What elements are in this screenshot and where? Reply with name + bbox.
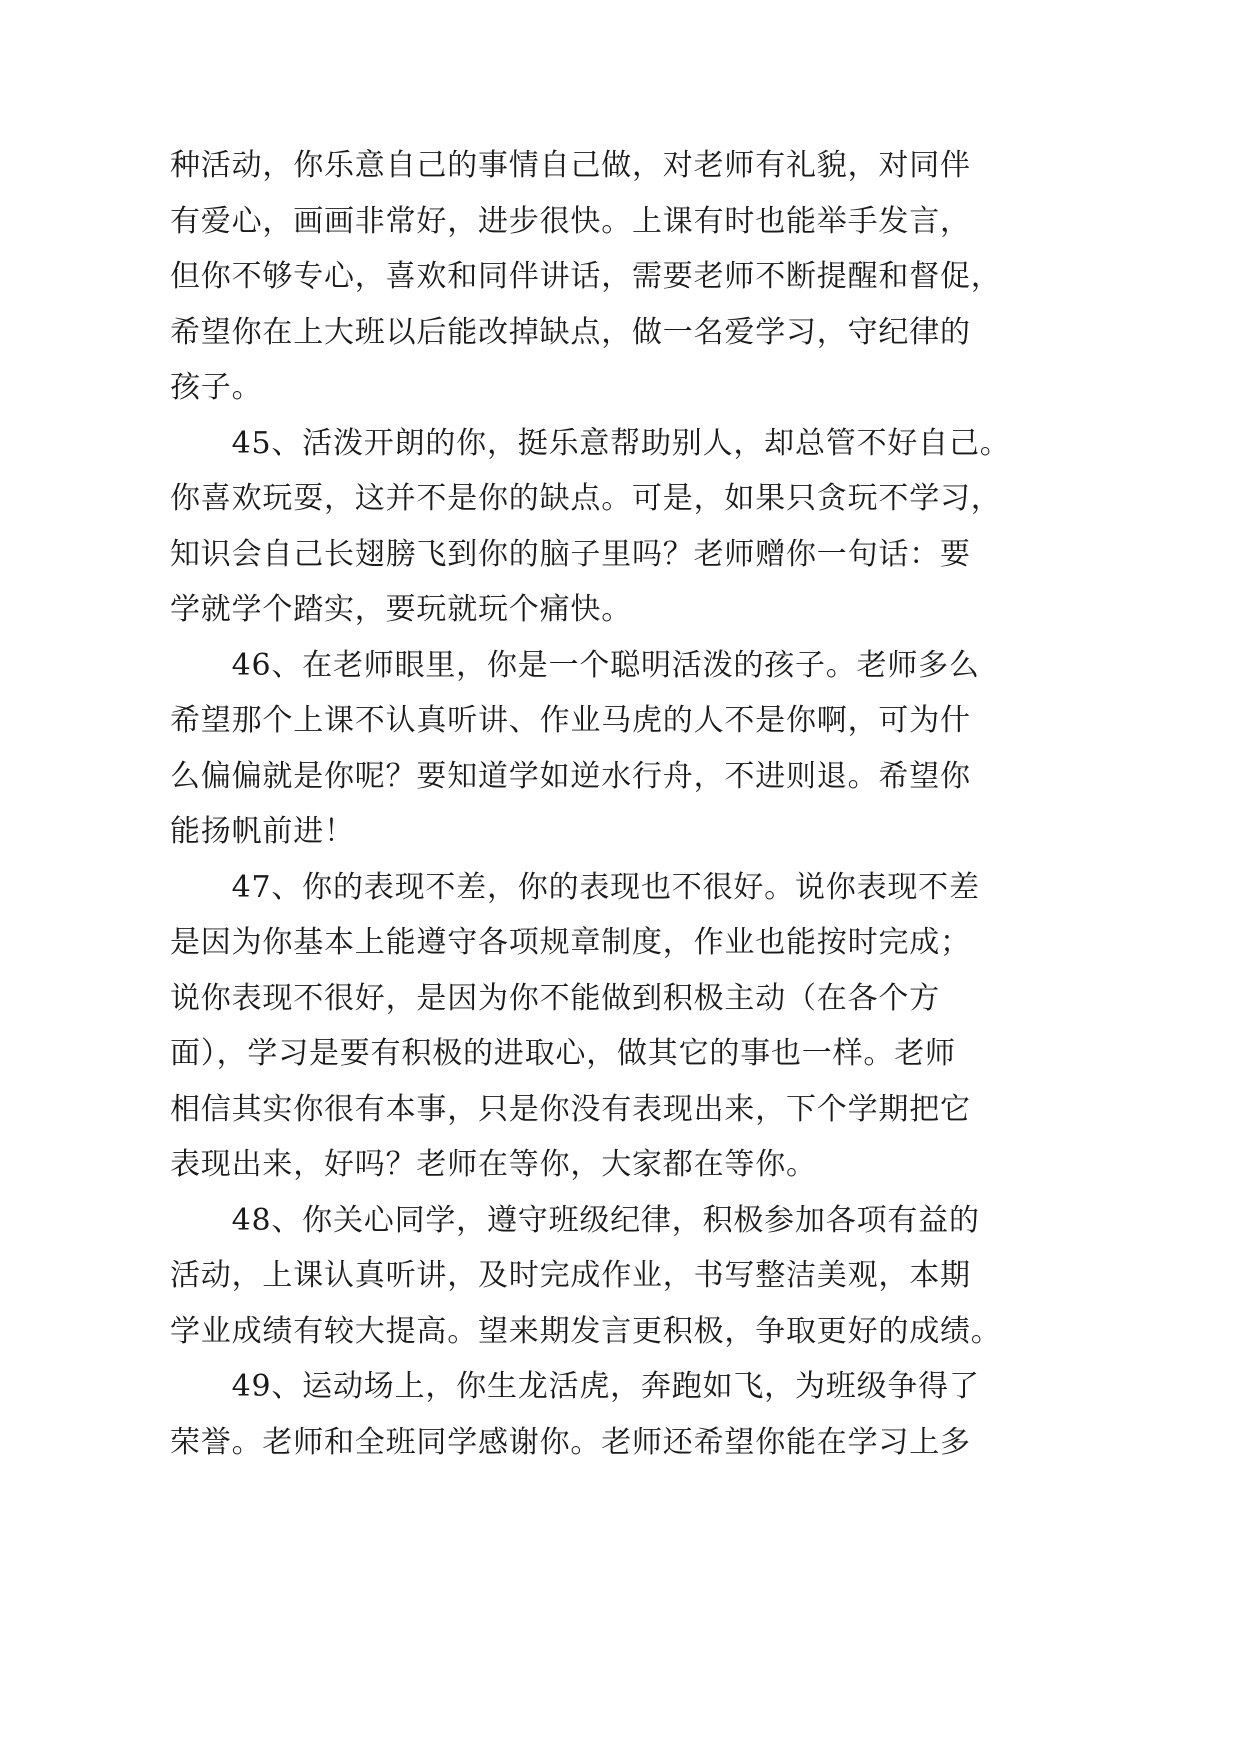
paragraph-45-line: 45、活泼开朗的你，挺乐意帮助别人，却总管不好自己。 xyxy=(170,425,1011,461)
text-line: 知识会自己长翅膀飞到你的脑子里吗？老师赠你一句话：要 xyxy=(170,536,971,572)
text-line: 学就学个踏实，要玩就玩个痛快。 xyxy=(170,592,632,627)
text-line: 么偏偏就是你呢？要知道学如逆水行舟，不进则退。希望你 xyxy=(170,758,971,794)
text-line: 相信其实你很有本事，只是你没有表现出来，下个学期把它 xyxy=(170,1091,971,1127)
text-line: 表现出来，好吗？老师在等你，大家都在等你。 xyxy=(170,1147,817,1182)
paragraph-46-line: 46、在老师眼里，你是一个聪明活泼的孩子。老师多么 xyxy=(170,647,980,683)
text-line: 孩子。 xyxy=(170,370,263,405)
text-line: 希望你在上大班以后能改掉缺点，做一名爱学习，守纪律的 xyxy=(170,314,971,350)
text-line: 荣誉。老师和全班同学感谢你。老师还希望你能在学习上多 xyxy=(170,1424,971,1460)
text-line: 希望那个上课不认真听讲、作业马虎的人不是你啊，可为什 xyxy=(170,703,971,738)
paragraph-49-line: 49、运动场上，你生龙活虎，奔跑如飞，为班级争得了 xyxy=(170,1369,980,1404)
paragraph-47-line: 47、你的表现不差，你的表现也不很好。说你表现不差 xyxy=(170,869,980,905)
text-line: 面），学习是要有积极的进取心，做其它的事也一样。老师 xyxy=(170,1036,956,1071)
text-line: 但你不够专心，喜欢和同伴讲话，需要老师不断提醒和督促， xyxy=(170,259,1002,294)
text-line: 活动，上课认真听讲，及时完成作业，书写整洁美观，本期 xyxy=(170,1258,971,1293)
text-line: 你喜欢玩耍，这并不是你的缺点。可是，如果只贪玩不学习， xyxy=(170,481,1002,516)
document-body xyxy=(170,138,1011,1470)
text-line: 学业成绩有较大提高。望来期发言更积极，争取更好的成绩。 xyxy=(170,1313,1002,1349)
text-line: 是因为你基本上能遵守各项规章制度，作业也能按时完成； xyxy=(170,925,971,960)
text-line: 种活动，你乐意自己的事情自己做，对老师有礼貌，对同伴 xyxy=(170,148,971,183)
paragraph-48-line: 48、你关心同学，遵守班级纪律，积极参加各项有益的 xyxy=(170,1202,980,1238)
text-line: 有爱心，画画非常好，进步很快。上课有时也能举手发言， xyxy=(170,203,971,239)
text-line: 能扬帆前进！ xyxy=(170,814,355,849)
text-line: 说你表现不很好，是因为你不能做到积极主动（在各个方 xyxy=(170,980,940,1016)
